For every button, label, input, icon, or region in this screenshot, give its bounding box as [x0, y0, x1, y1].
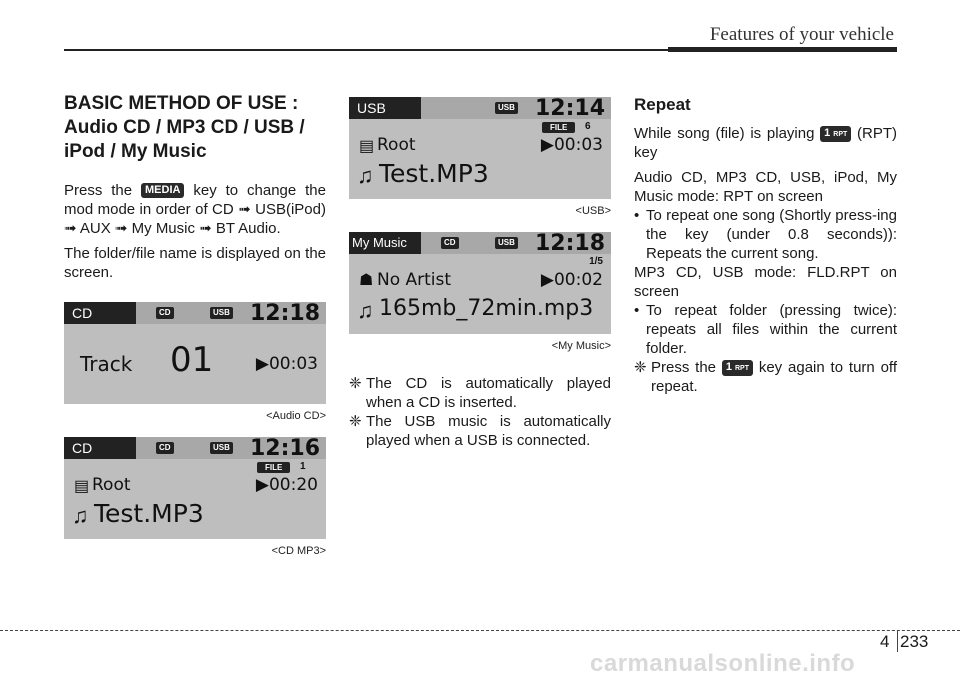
cd-mp3-caption: <CD MP3>: [271, 545, 326, 557]
footer-separator: [897, 630, 898, 652]
cd-badge: CD: [156, 307, 174, 319]
file-name: Test.MP3: [379, 159, 489, 188]
file-number: 6: [585, 121, 591, 132]
folder-name: Root: [377, 135, 416, 155]
my-music-screen: [349, 232, 611, 334]
my-music-caption: <My Music>: [551, 340, 611, 352]
chapter-number: 4: [880, 632, 890, 651]
usb-badge: USB: [495, 237, 518, 249]
track-label: Track: [80, 352, 133, 376]
cd-badge: CD: [441, 237, 459, 249]
person-icon: ☗: [359, 272, 374, 289]
bullet-repeat-song: • To repeat one song (Shortly press-ing the key (under 0.8 seconds)): Repeats the current song.: [634, 207, 897, 262]
title-line-1: BASIC METHOD OF USE :: [64, 93, 299, 114]
bullet-repeat-folder: • To repeat folder (pressing twice): repeats all files within the current folder.: [634, 302, 897, 357]
cd-mp3-screen: [64, 437, 326, 539]
header-title: Features of your vehicle: [709, 24, 894, 45]
music-note-icon: ♫: [357, 163, 374, 188]
rpt-key-icon: 1 RPT: [820, 126, 851, 142]
file-badge: FILE: [542, 122, 575, 133]
rpt-key-icon: 1 RPT: [722, 360, 753, 376]
usb-screen: [349, 97, 611, 199]
page-number: 233: [900, 632, 929, 651]
note-usb: ❈ The USB music is automatically played when a USB is connected.: [349, 413, 611, 449]
track-number: 01: [170, 340, 214, 380]
column-3: [634, 93, 897, 396]
usb-badge: USB: [495, 102, 518, 114]
header-rule-thick: [668, 47, 897, 52]
folder-icon: ▤: [359, 138, 375, 155]
file-name: Test.MP3: [94, 499, 204, 528]
play-time: ▶00:20: [255, 475, 318, 495]
title-line-3: iPod / My Music: [64, 141, 207, 162]
folder-name: Root: [92, 475, 131, 495]
audio-cd-screen: [64, 302, 326, 404]
fld-rpt-paragraph: MP3 CD, USB mode: FLD.RPT on screen: [634, 264, 897, 300]
repeat-heading: Repeat: [634, 95, 691, 114]
notes: [349, 374, 611, 450]
mode-paragraph: Press the MEDIA key to change the mod mode in order of CD ➟ USB(iPod) ➟ AUX ➟ My Music ➟ BT Audio.: [64, 182, 326, 237]
screen-tab: My Music: [349, 232, 421, 254]
column-2: [349, 97, 611, 450]
screen-tab: CD: [64, 302, 136, 324]
clock: 12:18: [534, 232, 605, 256]
usb-badge: USB: [210, 442, 233, 454]
cd-badge: CD: [156, 442, 174, 454]
footer-rule: [0, 630, 960, 631]
title-line-2: Audio CD / MP3 CD / USB /: [64, 117, 305, 138]
note-cd: ❈ The CD is automatically played when a CD is inserted.: [349, 375, 611, 411]
file-name: 165mb_72min.mp3: [379, 296, 594, 321]
screen-tab: USB: [349, 97, 421, 119]
music-note-icon: ♫: [72, 503, 89, 528]
file-number: 1: [300, 461, 306, 472]
rpt-mode-paragraph: Audio CD, MP3 CD, USB, iPod, My Music mode: RPT on screen: [634, 169, 897, 205]
play-time: ▶00:02: [540, 270, 603, 290]
folder-icon: ▤: [74, 478, 90, 495]
screen-tab: CD: [64, 437, 136, 459]
media-key-icon: MEDIA: [141, 183, 184, 198]
header-rule: [64, 49, 668, 51]
section-title: [64, 92, 326, 164]
clock: 12:18: [249, 302, 320, 326]
artist-name: No Artist: [377, 270, 452, 290]
music-note-icon: ♫: [357, 298, 374, 323]
folder-paragraph: The folder/file name is displayed on the screen.: [64, 245, 326, 281]
note-turn-off-repeat: ❈ Press the 1 RPT key again to turn off repeat.: [634, 359, 897, 395]
clock: 12:16: [249, 437, 320, 461]
track-counter: 1/5: [589, 256, 603, 267]
usb-badge: USB: [210, 307, 233, 319]
watermark: carmanualsonline.info: [590, 650, 856, 676]
play-time: ▶00:03: [540, 135, 603, 155]
usb-caption: <USB>: [575, 205, 611, 217]
play-time: ▶00:03: [255, 354, 318, 374]
audio-cd-caption: <Audio CD>: [266, 410, 326, 422]
file-badge: FILE: [257, 462, 290, 473]
repeat-key-paragraph: While song (file) is playing 1 RPT (RPT) key: [634, 125, 897, 161]
column-1: [64, 88, 326, 557]
clock: 12:14: [534, 97, 605, 121]
